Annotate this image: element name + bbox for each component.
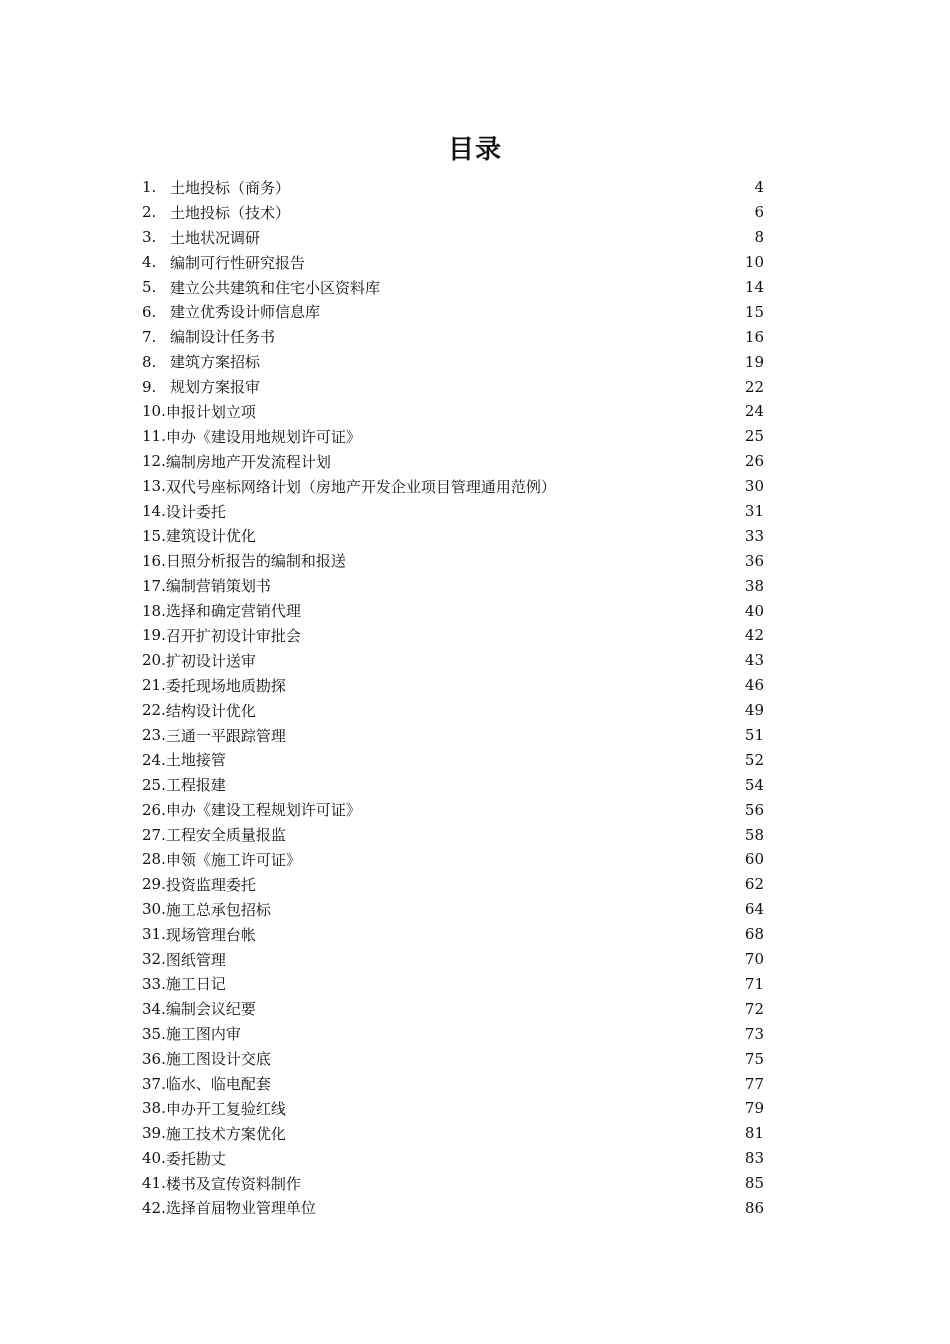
toc-entry-number: 4. (142, 253, 157, 272)
toc-entry-number: 6. (142, 302, 157, 321)
toc-entry-label: 日照分析报告的编制和报送 (165, 552, 346, 571)
toc-entry[interactable] (142, 349, 764, 374)
toc-entry[interactable] (142, 275, 764, 300)
toc-entry-page-number: 49 (744, 701, 764, 720)
toc-entry-number: 7. (142, 327, 157, 346)
toc-entry-number: 35. (142, 1024, 166, 1043)
toc-entry-page-number: 77 (744, 1074, 764, 1093)
toc-entry-label: 投资监理委托 (165, 875, 256, 894)
toc-entry[interactable] (142, 449, 764, 474)
toc-entry[interactable] (142, 673, 764, 698)
toc-entry[interactable] (142, 897, 764, 922)
toc-entry-page-number: 16 (744, 327, 764, 346)
toc-entry-label: 委托现场地质勘探 (165, 676, 286, 695)
toc-entry-label: 土地投标（商务） (170, 178, 291, 197)
toc-entry-number: 27. (142, 825, 166, 844)
toc-entry[interactable] (142, 499, 764, 524)
toc-entry-number: 41. (142, 1174, 166, 1193)
toc-entry-page-number: 64 (744, 900, 764, 919)
toc-entry-label: 编制可行性研究报告 (170, 253, 306, 272)
toc-entry[interactable] (142, 847, 764, 872)
toc-entry-number: 42. (142, 1198, 166, 1217)
toc-entry-page-number: 36 (744, 551, 764, 570)
toc-entry-number: 38. (142, 1099, 166, 1118)
toc-entry-label: 选择和确定营销代理 (165, 602, 301, 621)
toc-entry-number: 19. (142, 626, 166, 645)
toc-entry[interactable] (142, 922, 764, 947)
toc-entry[interactable] (142, 523, 764, 548)
toc-entry-label: 申领《施工许可证》 (165, 850, 301, 869)
toc-entry-number: 14. (142, 502, 166, 521)
toc-entry-page-number: 38 (744, 576, 764, 595)
toc-entry[interactable] (142, 225, 764, 250)
toc-entry-label: 土地投标（技术） (170, 203, 291, 222)
toc-entry-label: 三通一平跟踪管理 (165, 726, 286, 745)
toc-entry-label: 建立公共建筑和住宅小区资料库 (170, 278, 381, 297)
toc-entry-label: 土地状况调研 (170, 228, 261, 247)
toc-entry[interactable] (142, 623, 764, 648)
toc-entry[interactable] (142, 474, 764, 499)
toc-entry-number: 21. (142, 676, 166, 695)
toc-entry-number: 12. (142, 452, 166, 471)
toc-entry-number: 23. (142, 726, 166, 745)
toc-entry-number: 32. (142, 950, 166, 969)
page-title: 目录 (447, 135, 502, 165)
toc-entry-page-number: 86 (744, 1198, 764, 1217)
toc-entry-number: 2. (142, 203, 157, 222)
toc-entry-page-number: 71 (744, 974, 764, 993)
toc-entry-page-number: 52 (744, 750, 764, 769)
toc-entry-number: 9. (142, 377, 157, 396)
toc-entry-number: 13. (142, 477, 166, 496)
toc-entry[interactable] (142, 947, 764, 972)
toc-entry-label: 编制营销策划书 (165, 577, 271, 596)
toc-entry-number: 28. (142, 850, 166, 869)
toc-entry-number: 36. (142, 1049, 166, 1068)
toc-entry-page-number: 72 (744, 999, 764, 1018)
toc-entry[interactable] (142, 548, 764, 573)
toc-entry-label: 土地接管 (165, 751, 226, 770)
toc-entry-label: 临水、临电配套 (165, 1075, 271, 1093)
toc-entry-label: 委托勘丈 (165, 1149, 226, 1168)
toc-entry-page-number: 6 (754, 203, 764, 222)
toc-entry-number: 33. (142, 974, 166, 993)
toc-entry-number: 31. (142, 925, 166, 944)
toc-entry[interactable] (142, 1171, 764, 1196)
toc-entry-number: 34. (142, 999, 166, 1018)
toc-entry[interactable] (142, 1046, 764, 1071)
toc-entry-page-number: 33 (744, 526, 764, 545)
toc-entry-page-number: 40 (744, 601, 764, 620)
toc-entry-page-number: 56 (744, 800, 764, 819)
toc-entry-page-number: 8 (754, 228, 764, 247)
toc-entry-number: 26. (142, 800, 166, 819)
toc-entry-label: 建立优秀设计师信息库 (170, 303, 321, 322)
toc-entry-label: 现场管理台帐 (165, 925, 256, 944)
toc-entry-page-number: 4 (754, 178, 764, 197)
toc-entry-label: 施工图内审 (165, 1025, 241, 1044)
toc-entry-label: 工程报建 (165, 776, 226, 795)
toc-entry[interactable] (142, 747, 764, 772)
toc-entry[interactable] (142, 772, 764, 797)
toc-entry[interactable] (142, 1021, 764, 1046)
toc-entry-number: 18. (142, 601, 166, 620)
toc-entry[interactable] (142, 1096, 764, 1121)
toc-entry-label: 双代号座标网络计划（房地产开发企业项目管理通用范例） (165, 477, 556, 496)
toc-entry-label: 编制设计任务书 (170, 328, 276, 347)
toc-entry-label: 设计委托 (165, 502, 226, 521)
toc-entry-number: 3. (142, 228, 157, 247)
toc-entry[interactable] (142, 648, 764, 673)
toc-entry-label: 申办开工复验红线 (165, 1099, 286, 1118)
toc-entry-page-number: 10 (744, 253, 764, 272)
toc-entry-label: 施工技术方案优化 (165, 1124, 286, 1143)
toc-entry-page-number: 42 (744, 626, 764, 645)
toc-entry-number: 30. (142, 900, 166, 919)
toc-entry-page-number: 83 (744, 1149, 764, 1168)
toc-entry[interactable] (142, 200, 764, 225)
toc-entry[interactable] (142, 1121, 764, 1146)
toc-entry[interactable] (142, 872, 764, 897)
toc-entry[interactable] (142, 175, 764, 200)
toc-entry-label: 建筑方案招标 (170, 353, 261, 372)
toc-entry-page-number: 81 (744, 1124, 764, 1143)
toc-entry[interactable] (142, 723, 764, 748)
toc-entry-page-number: 62 (744, 875, 764, 894)
toc-entry[interactable] (142, 324, 764, 349)
toc-entry-number: 16. (142, 551, 166, 570)
toc-entry-page-number: 75 (744, 1049, 764, 1068)
toc-entry[interactable] (142, 299, 764, 324)
toc-entry[interactable] (142, 250, 764, 275)
toc-entry-number: 8. (142, 352, 157, 371)
toc-entry-label: 结构设计优化 (165, 701, 256, 720)
toc-entry-page-number: 19 (744, 352, 764, 371)
toc-entry[interactable] (142, 399, 764, 424)
toc-entry[interactable] (142, 573, 764, 598)
toc-entry-label: 编制会议纪要 (165, 1000, 256, 1019)
toc-entry-number: 20. (142, 651, 166, 670)
toc-entry-label: 选择首届物业管理单位 (165, 1199, 316, 1218)
table-of-contents (142, 175, 764, 1220)
toc-entry-page-number: 14 (744, 278, 764, 296)
toc-entry[interactable] (142, 1071, 764, 1096)
toc-entry-page-number: 73 (744, 1024, 764, 1043)
toc-entry-label: 申办《建设用地规划许可证》 (165, 427, 361, 446)
toc-entry-page-number: 68 (744, 925, 764, 944)
toc-entry-number: 17. (142, 576, 166, 595)
toc-entry-label: 申报计划立项 (165, 402, 256, 421)
toc-entry-label: 图纸管理 (165, 950, 226, 969)
toc-entry[interactable] (142, 374, 764, 399)
toc-entry[interactable] (142, 996, 764, 1021)
toc-entry-number: 24. (142, 750, 166, 769)
toc-entry-number: 37. (142, 1074, 166, 1093)
toc-entry-label: 召开扩初设计审批会 (165, 626, 301, 645)
toc-entry-page-number: 85 (744, 1174, 764, 1193)
toc-entry[interactable] (142, 598, 764, 623)
toc-entry-page-number: 58 (744, 825, 764, 844)
toc-entry[interactable] (142, 972, 764, 997)
toc-entry-number: 15. (142, 526, 166, 545)
toc-entry-number: 25. (142, 775, 166, 794)
toc-entry-number: 1. (142, 178, 157, 197)
toc-entry-page-number: 43 (744, 651, 764, 670)
toc-entry-page-number: 31 (744, 502, 764, 521)
toc-entry-number: 22. (142, 701, 166, 720)
toc-entry-label: 规划方案报审 (170, 378, 261, 397)
toc-entry-label: 建筑设计优化 (165, 527, 256, 546)
toc-entry-label: 编制房地产开发流程计划 (165, 452, 331, 471)
toc-entry-page-number: 24 (744, 402, 764, 421)
toc-entry-number: 5. (142, 278, 157, 296)
toc-entry-number: 29. (142, 875, 166, 894)
toc-entry-label: 施工日记 (165, 975, 226, 994)
toc-entry-page-number: 51 (744, 726, 764, 745)
toc-entry[interactable] (142, 1196, 764, 1221)
toc-entry-label: 工程安全质量报监 (165, 826, 286, 845)
toc-entry-page-number: 70 (744, 950, 764, 969)
toc-entry-page-number: 79 (744, 1099, 764, 1118)
toc-entry-page-number: 25 (744, 427, 764, 446)
toc-entry-page-number: 60 (744, 850, 764, 869)
toc-entry-page-number: 22 (744, 377, 764, 396)
toc-entry-label: 施工图设计交底 (165, 1050, 271, 1069)
toc-entry-page-number: 30 (744, 477, 764, 496)
toc-entry-page-number: 54 (744, 775, 764, 794)
toc-entry-page-number: 46 (744, 676, 764, 695)
toc-entry[interactable] (142, 424, 764, 449)
toc-entry-label: 扩初设计送审 (165, 651, 256, 670)
toc-entry-number: 10. (142, 402, 166, 421)
toc-entry-number: 39. (142, 1124, 166, 1143)
toc-entry-number: 11. (142, 427, 166, 446)
toc-entry[interactable] (142, 822, 764, 847)
toc-entry-label: 楼书及宣传资料制作 (165, 1174, 301, 1193)
toc-entry-page-number: 26 (744, 452, 764, 471)
toc-entry-label: 申办《建设工程规划许可证》 (165, 801, 361, 820)
toc-entry-number: 40. (142, 1149, 166, 1168)
toc-entry[interactable] (142, 1146, 764, 1171)
toc-entry[interactable] (142, 797, 764, 822)
toc-entry-label: 施工总承包招标 (165, 900, 271, 919)
toc-entry-page-number: 15 (744, 302, 764, 321)
toc-entry[interactable] (142, 698, 764, 723)
